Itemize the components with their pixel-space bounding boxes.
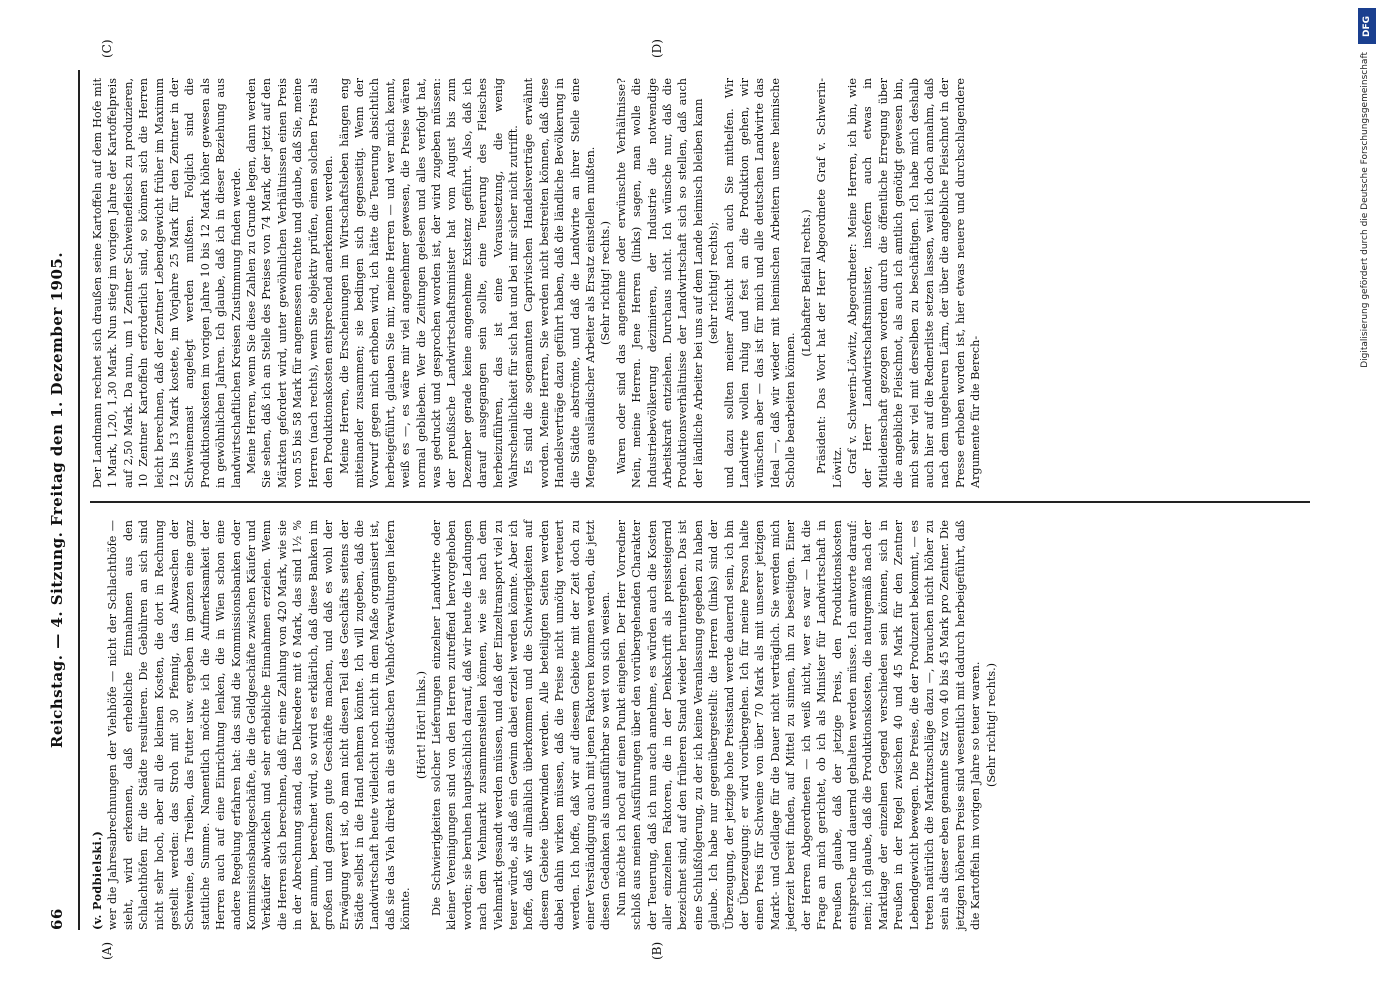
header-rule bbox=[78, 70, 80, 930]
right-column bbox=[90, 78, 984, 488]
left-interjection: (Sehr richtig! rechts.) bbox=[984, 662, 998, 788]
dfg-logo: DFG bbox=[1358, 8, 1376, 44]
column-divider bbox=[90, 501, 1310, 503]
right-paragraph: Meine Herren, wenn Sie diese Zahlen zu Grunde legen, dann werden Sie sehen, daß ich an Stelle des Preises von 74 Mark, der jetzt auf den Märkten gefordert wird, unter gewöhnlichen Verhältnissen einen Preis von 55 bis 58 Mark für angemessen erachte und glaube, daß Sie, meine Herren (nach rechts), wenn Sie objektiv prüfen, einen solchen Preis als den Produktionskosten entsprechend anerkennen werden. bbox=[245, 78, 336, 488]
right-paragraph: Waren oder sind das angenehme oder erwünschte Verhältnisse? Nein, meine Herren. Jene Herren (links) sagen, man wolle die Industriebevölkerung dezimieren, der Industrie die notwendige Arbeitskraft entziehen. Durchaus nicht. Ich wünsche nur, daß die Produktionsverhältnisse der Landwirtschaft sich so stellen, daß auch der ländliche Arbeiter bei uns auf dem Lande heimisch bleiben kann bbox=[614, 78, 705, 488]
running-header bbox=[40, 70, 80, 930]
margin-letter-a: (A) bbox=[100, 941, 114, 960]
running-title: Reichstag. — 4. Sitzung. Freitag den 1. Dezember 1905. bbox=[48, 251, 66, 749]
right-paragraph: Der Landmann rechnet sich draußen seine Kartoffeln auf dem Hofe mit 1 Mark, 1,20, 1,30 Mark. Nun stieg im vorigen Jahre der Kartoffelpreis auf 2,50 Mark. Da nun, um 1 Zentner Schweinefleisch zu produzieren, 10 Zentner Kartoffeln erforderlich sind, so können sich die Herren leicht berechnen, daß der Zentner Lebendgewicht früher im Maximum 12 bis 13 Mark kostete, im Vorjahre 25 Mark für den Zentner in der Schweinemast angelegt werden mußten. Folglich sind die Produktionskosten im vorigen Jahre 10 bis 12 Mark höher gewesen als in gewöhnlichen Jahren. Ich glaube, daß ich in dieser Beziehung aus landwirtschaftlichen Kreisen Zustimmung finden werde. bbox=[91, 78, 243, 488]
left-interjection: (Hört! Hört! links.) bbox=[414, 671, 428, 779]
right-paragraph: und dazu sollten meiner Ansicht nach auch Sie mithelfen. Wir Landwirte wollen ruhig und fest an die Produktion gehen, wir wünschen aber — das ist für mich und alle deutschen Landwirte das Ideal —, daß wir wieder mit heimischen Arbeitern unsere heimische Scholle bearbeiten können. bbox=[722, 78, 798, 488]
digitization-credit: Digitalisierung gefördert durch die Deutsche Forschungsgemeinschaft bbox=[1360, 52, 1370, 368]
left-paragraph: Die Schwierigkeiten solcher Lieferungen einzelner Landwirte oder kleiner Vereinigungen sind von den Herren zutreffend hervorgehoben worden; sie beruhen hauptsächlich darauf, daß wir heute die Ladungen nach dem Viehmarkt zusammenstellen können, wie sie nach dem Viehmarkt gesandt werden müssen, und daß der Einzeltransport viel zu teuer würde, als daß ein Gewinn dabei erzielt werden könnte. Aber ich hoffe, daß wir allmählich überkommen und die Schwierigkeiten auf diesem Gebiete überwinden werden. Alle beteiligten Seiten werden dabei dahin wirken müssen, daß die Preise nicht unnötig verteuert werden. Ich hoffe, daß wir auf diesem Gebiete mit der Zeit doch zu einer Verständigung auch mit jenen Faktoren kommen werden, die jetzt diesen Gedanken als unausführbar so weit von sich weisen. bbox=[429, 520, 613, 930]
margin-letter-b: (B) bbox=[650, 941, 664, 960]
page-number: 66 bbox=[48, 908, 66, 930]
margin-letter-c: (C) bbox=[100, 39, 114, 58]
right-interjection: (sehr richtig! rechts); bbox=[707, 221, 721, 345]
president-announcement: Präsident: Das Wort hat der Herr Abgeordnete Graf v. Schwerin-Löwitz. bbox=[815, 78, 844, 488]
right-interjection: (Lebhafter Beifall rechts.) bbox=[799, 209, 813, 357]
digitization-stamp bbox=[1358, 8, 1378, 988]
right-paragraph: Es sind die sogenannten Caprivischen Handelsverträge erwähnt worden. Meine Herren, Sie werden nicht bestreiten können, daß diese Handelsverträge dazu geführt haben, daß die ländliche Bevölkerung in die Städte abströmte, und daß die Landwirte an ihrer Stelle eine Menge ausländischer Arbeiter als Ersatz einstellen mußten. bbox=[522, 78, 597, 488]
right-paragraph: Meine Herren, die Erscheinungen im Wirtschaftsleben hängen eng miteinander zusammen; sie bedingen sich gegenseitig. Wenn der Vorwurf gegen mich erhoben wird, ich hätte die Teuerung absichtlich herbeigeführt, glauben Sie mir, meine Herren — und wer mich kennt, weiß es —, es wäre mir viel angenehmer gewesen, die Preise wären normal geblieben. Wer die Zeitungen gelesen und alles verfolgt hat, was gedruckt und gesprochen worden ist, der wird zugeben müssen: der preußische Landwirtschaftsminister hat vom August bis zum Dezember gerade keine angenehme Existenz geführt. Also, daß ich darauf ausgegangen sein sollte, eine Teuerung des Fleisches herbeizuführen, das ist eine Voraussetzung, die wenig Wahrscheinlichkeit für sich hat und bei mir sicher nicht zutrifft. bbox=[337, 78, 520, 488]
margin-letter-d: (D) bbox=[650, 39, 664, 58]
right-paragraph: Graf v. Schwerin-Löwitz, Abgeordneter: Meine Herren, ich bin, wie der Herr Landwirtschaftsminister, insofern auch etwas in Mitleidenschaft gezogen worden durch die öffentliche Erregung über die angebliche Fleischnot, als auch ich amtlich genötigt gewesen bin, mich sehr viel mit derselben zu beschäftigen. Ich habe mich deshalb auch hier auf die Rednerliste setzen lassen, weil ich doch annahm, daß nach dem ungeheuren Lärm, der über die angebliche Fleischnot in der Presse erhoben worden ist, hier etwas neuere und durchschlagendere Argumente für die Berech- bbox=[845, 78, 983, 488]
left-paragraph: Nun möchte ich noch auf einen Punkt eingehen. Der Herr Vorredner schloß aus meinen Ausführungen über den vorübergehenden Charakter der Teuerung, daß ich nun auch annehme, es würden auch die Kosten aller einzelnen Faktoren, die in der Denkschrift als preissteigernd bezeichnet sind, auf den früheren Stand wieder heruntergehen. Das ist eine Schlußfolgerung, zu der ich keine Veranlassung gegeben zu haben glaube. Ich habe nur gegenübergestellt: die Herren (links) sind der Überzeugung, der jetzige hohe Preisstand werde dauernd sein, ich bin der Überzeugung: er wird vorübergehen. Ich für meine Person halte einen Preis für Schweine von über 70 Mark als mit unserer jetzigen Markt- und Geldlage für die Dauer nicht verträglich. Sie werden mich jederzeit bereit finden, auf Mittel zu sinnen, ihn zu beseitigen. Einer der Herren Abgeordneten — ich weiß nicht, wer es war — hat die Frage an mich gerichtet, ob ich als Minister für Landwirtschaft in Preußen glaube, daß der jetzige Preis, den Produktionskosten entspreche und dauernd gehalten werden müsse. Ich antworte darauf: nein; ich glaube, daß die Produktionskosten, die naturgemäß nach der Marktlage der einzelnen Gegend verschieden sein können, sich in Preußen in der Regel zwischen 40 und 45 Mark für den Zentner Lebendgewicht bewegen. Die Preise, die der Produzent bekommt, — es treten natürlich die Marktzuschläge dazu —, brauchen nicht höher zu sein als dieser eben genannte Satz von 40 bis 45 Mark pro Zentner. Die jetzigen höheren Preise sind wesentlich mit dadurch herbeigeführt, daß die Kartoffeln im vorigen Jahre so teuer waren. bbox=[614, 520, 983, 930]
speaker-tag: (v. Podbielski.) bbox=[90, 830, 104, 930]
left-paragraph: wer die Jahresabrechnungen der Viehhöfe — nicht der Schlachthöfe — sieht, wird erkennen, daß erhebliche Einnahmen aus den Schlachthöfen für die Städte resultieren. Die Gebühren an sich sind nicht sehr hoch, aber all die kleinen Kosten, die dort in Rechnung gestellt werden: das Stroh mit 30 Pfennig, das Abwaschen der Schweine, das Treiben, das Futter usw. ergeben im ganzen eine ganz stattliche Summe. Namentlich möchte ich die Aufmerksamkeit der Herren auch auf eine Einrichtung lenken, die in Wien schon eine andere Regelung erfahren hat: das sind die Kommissionsbanken oder Kommissionsbankgeschäfte, die die Geldgeschäfte zwischen Käufer und Verkäufer abwickeln und sehr erhebliche Einnahmen erzielen. Wenn die Herren sich berechnen, daß für eine Zahlung von 420 Mark, wie sie in der Abrechnung stand, das Delkredere mit 6 Mark, das sind 1½ % per annum, berechnet wird, so wird es erklärlich, daß diese Banken im großen und ganzen gute Geschäfte machen, und daß es wohl der Erwägung wert ist, ob man nicht diesen Teil des Geschäfts seitens der Städte selbst in die Hand nehmen könnte. Ich will zugeben, daß die Landwirtschaft heute vielleicht noch nicht in dem Maße organisiert ist, daß sie das Vieh direkt an die städtischen Viehhof-Verwaltungen liefern könnte. bbox=[106, 520, 413, 930]
left-column bbox=[90, 520, 999, 930]
right-interjection: (Sehr richtig! rechts.) bbox=[599, 220, 613, 346]
